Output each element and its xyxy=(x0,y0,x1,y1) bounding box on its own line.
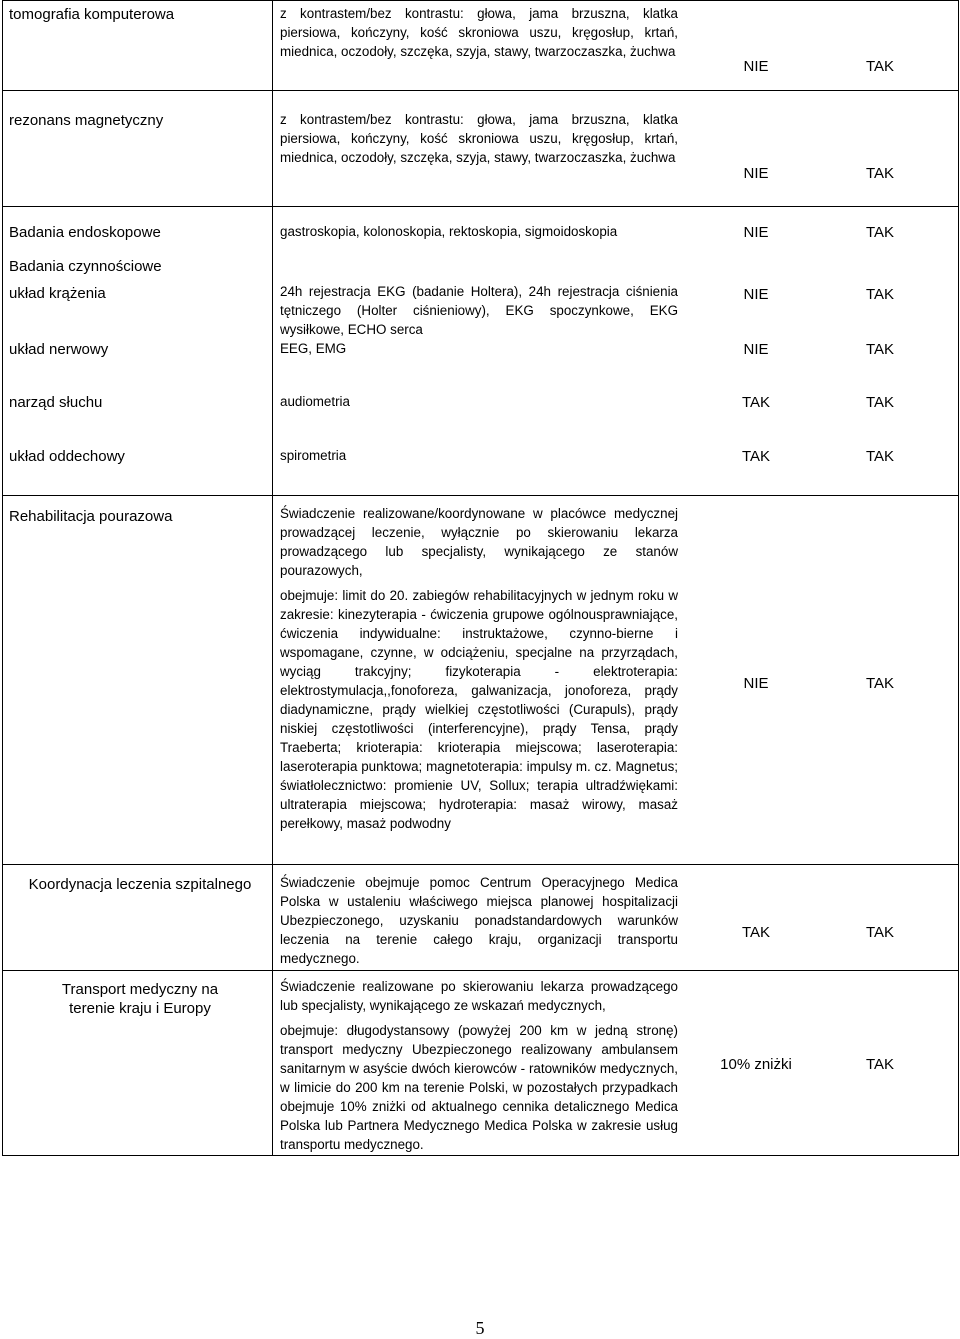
value-col4: TAK xyxy=(865,448,895,465)
value-col3: NIE xyxy=(743,341,769,358)
row-description: Świadczenie realizowane/koordynowane w placówce medycznej prowadzącej leczenie, wyłącznie po skierowaniu lekarza prowadzącego lub specjalisty, wynikającego ze stanów pourazowych, obejmuje: limit do 20. zabiegów rehabilitacyjnych w jednym roku w zakresie: kinezyterapia - ćwiczenia grupowe ogólnousprawniające, ćwiczenia indywidualne: instruktażowe, czynno-bierne i wspomagane, czynne, w odciążeniu, specjalne na przyrządach, wyciąg trakcyjny; fizykoterapia - elektroterapia: elektrostymulacja,,fonoforeza, galwanizacja, jonoforeza, prądy diadynamiczne, prądy wielkiej częstotliwości (Curapuls), prądy niskiej częstotliwości (interferencyjne), prądy Tensa, prądy Traeberta; krioterapia: krioterapia miejscowa; laseroterapia: laseroterapia punktowa; magnetoterapia: impulsy m. cz. Magnetus; światłolecznictwo: promienie UV, Sollux; terapia ultradźwiękami: ultraterapia miejscowa; hydroterapia: masaż wirowy, masaż perełkowy, masaż podwodny xyxy=(280,506,678,831)
value-col4: TAK xyxy=(865,394,895,411)
row-name: układ krążenia xyxy=(9,285,106,302)
value-col3: TAK xyxy=(741,394,771,411)
table-border-right xyxy=(958,0,959,1156)
row-description: Świadczenie obejmuje pomoc Centrum Operacyjnego Medica Polska w ustaleniu właściwego miejsca planowej hospitalizacji Ubezpieczonego, uzyskaniu ponadstandardowych warunków leczenia na terenie całego kraju, organizacji transportu medycznego. xyxy=(280,875,678,966)
row-name: narząd słuchu xyxy=(9,394,103,411)
value-col4: TAK xyxy=(865,165,895,182)
section-heading: Badania czynnościowe xyxy=(9,258,162,275)
row-divider xyxy=(2,206,958,207)
value-col3: 10% zniżki xyxy=(720,1056,792,1073)
row-divider xyxy=(2,495,958,496)
row-description: EEG, EMG xyxy=(280,341,347,356)
row-divider xyxy=(2,0,958,1)
row-name: tomografia komputerowa xyxy=(9,6,175,23)
row-name: Rehabilitacja pourazowa xyxy=(9,508,173,525)
row-divider xyxy=(2,90,958,91)
row-name: rezonans magnetyczny xyxy=(9,112,164,129)
value-col4: TAK xyxy=(865,224,895,241)
row-divider xyxy=(2,970,958,971)
row-name: Transport medyczny na terenie kraju i Europy xyxy=(61,981,219,1017)
value-col3: NIE xyxy=(743,675,769,692)
row-description: z kontrastem/bez kontrastu: głowa, jama brzuszna, klatka piersiowa, kończyny, kość skroniowa uszu, kręgosłup, krtań, miednica, oczodoły, szczęka, szyja, stawy, twarzoczaszka, żuchwa xyxy=(280,6,678,59)
row-description: Świadczenie realizowane po skierowaniu lekarza prowadzącego lub specjalisty, wynikającego ze wskazań medycznych, obejmuje: długodystansowy (powyżej 200 km w jedną stronę) transport medyczny Ubezpieczonego realizowany ambulansem sanitarnym w asyście dwóch kierowców - ratowników medycznych, w limicie do 200 km na terenie Polski, w pozostałych przypadkach obejmuje 10% zniżki od aktualnego cennika detalicznego Medica Polska lub Partnera Medycznego Medica Polska w zakresie usług transportu medycznego. xyxy=(280,979,678,1152)
value-col3: TAK xyxy=(741,448,771,465)
row-description: gastroskopia, kolonoskopia, rektoskopia, sigmoidoskopia xyxy=(280,224,618,239)
page-number: 5 xyxy=(475,1318,485,1338)
row-name: układ nerwowy xyxy=(9,341,109,358)
column-divider xyxy=(272,0,273,1156)
value-col3: NIE xyxy=(743,286,769,303)
table-border-left xyxy=(2,0,3,1156)
row-description: z kontrastem/bez kontrastu: głowa, jama brzuszna, klatka piersiowa, kończyny, kość skroniowa uszu, kręgosłup, krtań, miednica, oczodoły, szczęka, szyja, stawy, twarzoczaszka, żuchwa xyxy=(280,112,678,165)
row-description: spirometria xyxy=(280,448,347,463)
value-col4: TAK xyxy=(865,341,895,358)
value-col4: TAK xyxy=(865,675,895,692)
row-description: audiometria xyxy=(280,394,350,409)
value-col4: TAK xyxy=(865,924,895,941)
row-description: 24h rejestracja EKG (badanie Holtera), 24h rejestracja ciśnienia tętniczego (Holter ciśnieniowy), EKG spoczynkowe, EKG wysiłkowe, ECHO serca xyxy=(280,284,678,337)
value-col3: NIE xyxy=(743,165,769,182)
value-col3: NIE xyxy=(743,224,769,241)
row-name: Koordynacja leczenia szpitalnego xyxy=(28,876,252,893)
value-col4: TAK xyxy=(865,58,895,75)
row-name: układ oddechowy xyxy=(9,448,125,465)
value-col3: NIE xyxy=(743,58,769,75)
value-col3: TAK xyxy=(741,924,771,941)
row-divider xyxy=(2,864,958,865)
row-divider xyxy=(2,1155,958,1156)
value-col4: TAK xyxy=(865,286,895,303)
value-col4: TAK xyxy=(865,1056,895,1073)
row-name: Badania endoskopowe xyxy=(9,224,161,241)
